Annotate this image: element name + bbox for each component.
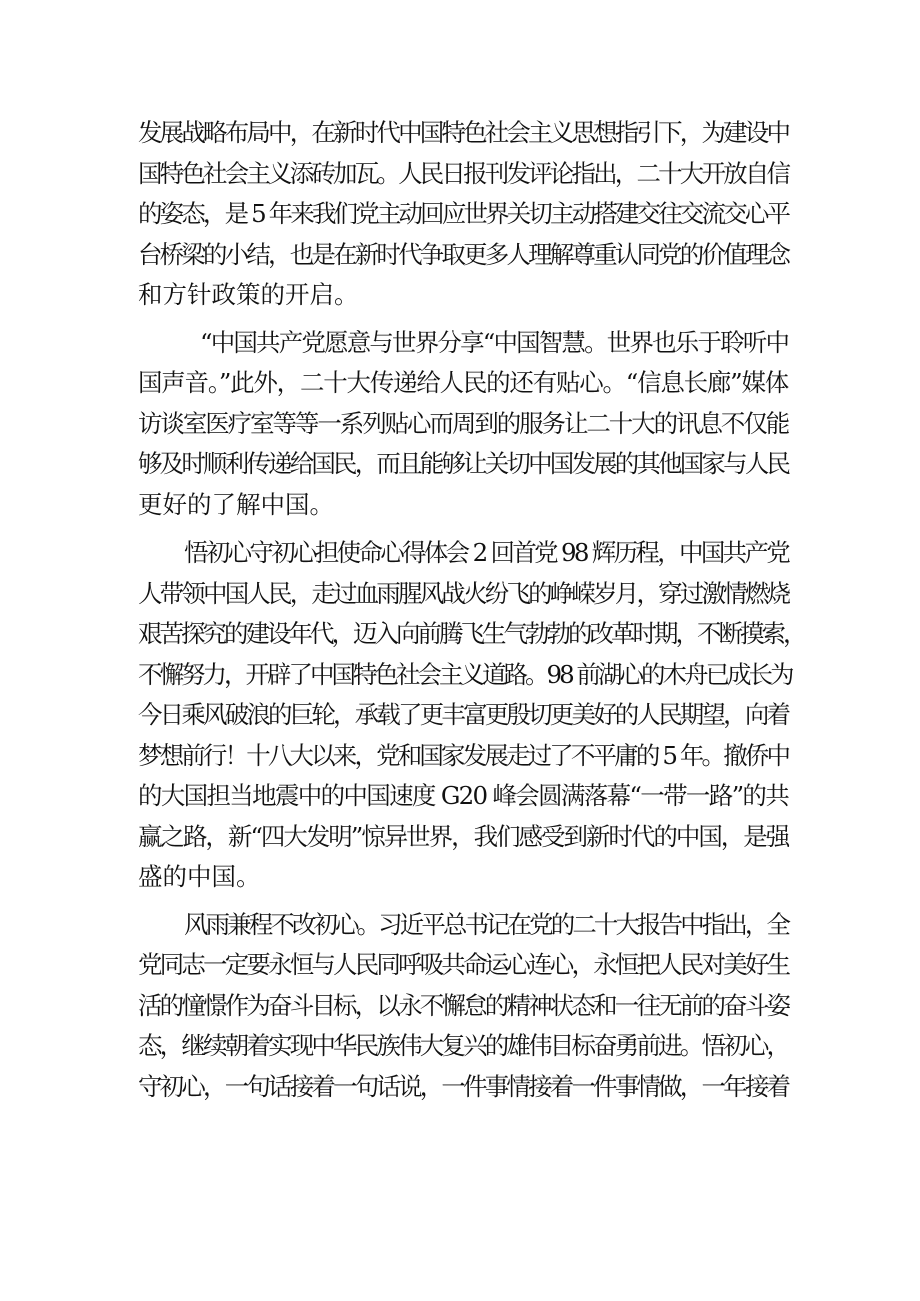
paragraph-3-line-7: 的大国担当地震中的中国速度 G20 峰会圆满落幕“一带一路”的共 <box>138 781 788 810</box>
paragraph-4-line-2: 党同志一定要永恒与人民同呼吸共命运心连心，永恒把人民对美好生 <box>138 950 788 979</box>
paragraph-2-line-5: 更好的了解中国。 <box>138 489 334 519</box>
paragraph-4 <box>138 905 788 1108</box>
paragraph-4-line-3: 活的憧憬作为奋斗目标，以永不懈怠的精神状态和一往无前的奋斗姿 <box>138 990 788 1020</box>
paragraph-1-line-3: 的姿态，是 5 年来我们党主动回应世界关切主动搭建交往交流交心平 <box>138 199 788 228</box>
paragraph-1-line-5: 和方针政策的开启。 <box>138 280 359 309</box>
paragraph-4-line-1: 风雨兼程不改初心。习近平总书记在党的二十大报告中指出，全 <box>184 909 788 939</box>
paragraph-1-line-1: 发展战略布局中，在新时代中国特色社会主义思想指引下，为建设中 <box>138 118 788 147</box>
paragraph-3-line-1: 悟初心守初心担使命心得体会 2 回首党 98 辉历程，中国共产党 <box>184 538 788 567</box>
paragraph-1-line-2: 国特色社会主义添砖加瓦。人民日报刊发评论指出，二十大开放自信 <box>138 158 788 188</box>
paragraph-4-line-5: 守初心，一句话接着一句话说，一件事情接着一件事情做，一年接着 <box>138 1071 788 1101</box>
paragraph-3-line-3: 艰苦探究的建设年代，迈入向前腾飞生气勃勃的改革时期，不断摸索， <box>138 619 805 648</box>
paragraph-3 <box>138 533 805 898</box>
paragraph-2 <box>138 323 788 526</box>
paragraph-3-line-2: 人带领中国人民，走过血雨腥风战火纷飞的峥嵘岁月，穿过激情燃烧 <box>138 578 788 608</box>
paragraph-1 <box>138 113 788 316</box>
paragraph-2-line-2: 国声音。”此外，二十大传递给人民的还有贴心。“信息长廊”媒体 <box>138 368 788 397</box>
paragraph-3-line-6: 梦想前行！十八大以来，党和国家发展走过了不平庸的 5 年。撤侨中 <box>138 740 788 770</box>
paragraph-3-line-8: 赢之路，新“四大发明”惊异世界，我们感受到新时代的中国，是强 <box>138 821 788 851</box>
paragraph-4-line-4: 态，继续朝着实现中华民族伟大复兴的雄伟目标奋勇前进。悟初心， <box>138 1031 788 1060</box>
paragraph-2-line-3: 访谈室医疗室等等一系列贴心而周到的服务让二十大的讯息不仅能 <box>138 408 788 438</box>
paragraph-2-line-4: 够及时顺利传递给国民，而且能够让关切中国发展的其他国家与人民 <box>138 449 788 478</box>
paragraph-3-line-9: 盛的中国。 <box>138 862 261 891</box>
paragraph-1-line-4: 台桥梁的小结，也是在新时代争取更多人理解尊重认同党的价值理念 <box>138 239 788 269</box>
paragraph-2-line-1: “中国共产党愿意与世界分享“中国智慧。世界也乐于聆听中 <box>200 327 788 357</box>
document-body <box>138 113 805 1107</box>
paragraph-3-line-5: 今日乘风破浪的巨轮，承载了更丰富更殷切更美好的人民期望，向着 <box>138 700 788 729</box>
paragraph-3-line-4: 不懈努力，开辟了中国特色社会主义道路。98 前湖心的木舟已成长为 <box>138 659 792 689</box>
